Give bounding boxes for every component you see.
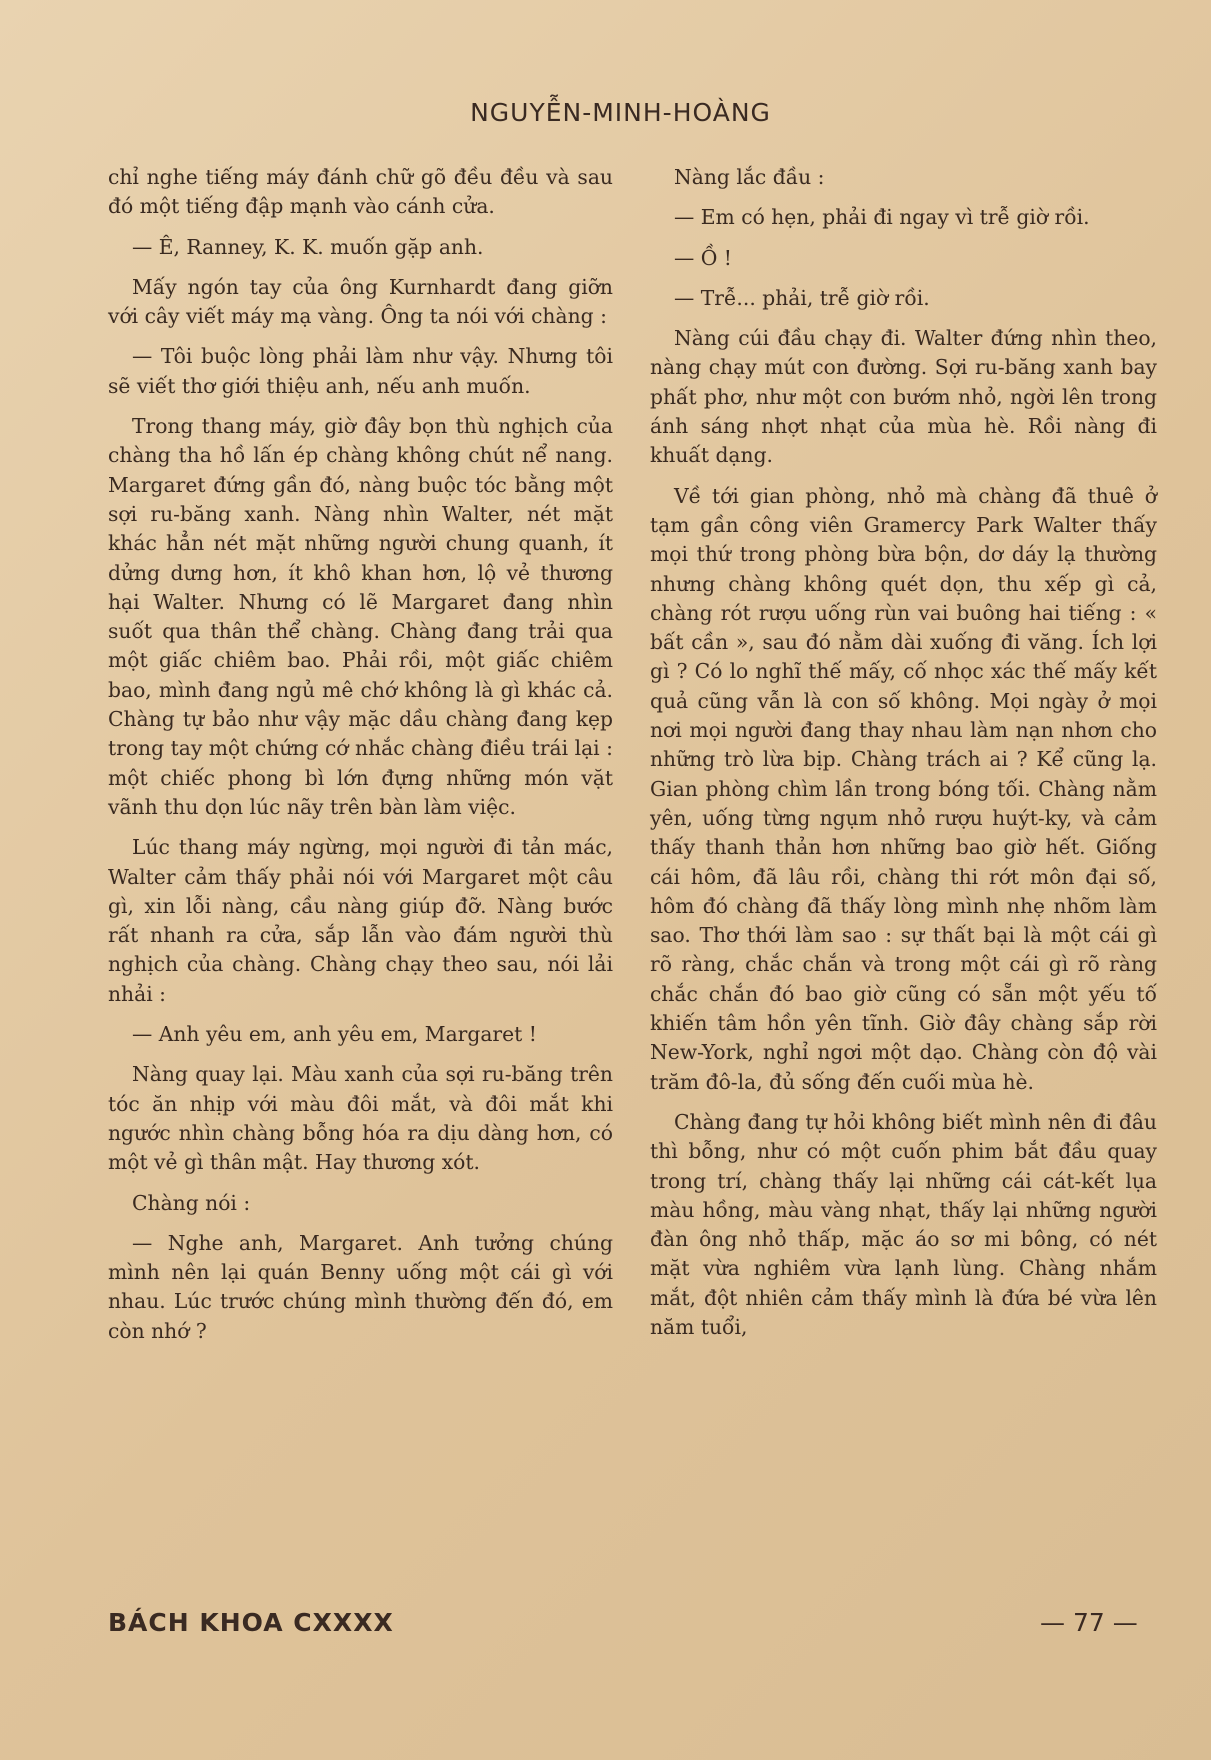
paragraph: Trong thang máy, giờ đây bọn thù nghịch của chàng tha hồ lấn ép chàng không chút nể nang. Margaret đứng gần đó, nàng buộc tóc bằng một sợi ru-băng xanh. Nàng nhìn Walter, nét mặt khác hẳn nét mặt những người chung quanh, ít dửng dưng hơn, ít khô khan hơn, lộ vẻ thương hại Walter. Nhưng có lẽ Margaret đang nhìn suốt qua thân thể chàng. Chàng đang trải qua một giấc chiêm bao. Phải rồi, một giấc chiêm bao, mình đang ngủ mê chớ không là gì khác cả. Chàng tự bảo như vậy mặc dầu chàng đang kẹp trong tay một chứng cớ nhắc chàng điều trái lại : một chiếc phong bì lớn đựng những món vặt vãnh thu dọn lúc nãy trên bàn làm việc. [108,414,613,819]
paragraph: Chàng đang tự hỏi không biết mình nên đi đâu thì bỗng, như có một cuốn phim bắt đầu quay trong trí, chàng thấy lại những cái cát-kết lụa màu hồng, màu vàng nhạt, thấy lại những người đàn ông nhỏ thấp, mặc áo sơ mi bông, có nét mặt vừa nghiêm vừa lạnh lùng. Chàng nhắm mắt, đột nhiên cảm thấy mình là đứa bé vừa lên năm tuổi, [650,1109,1157,1339]
paragraph: Lúc thang máy ngừng, mọi người đi tản mác, Walter cảm thấy phải nói với Margaret một câu gì, xin lỗi nàng, cầu nàng giúp đỡ. Nàng bước rất nhanh ra cửa, sắp lẫn vào đám người thù nghịch của chàng. Chàng chạy theo sau, nói lải nhải : [108,835,613,1006]
paragraph: — Tôi buộc lòng phải làm như vậy. Nhưng tôi sẽ viết thơ giới thiệu anh, nếu anh muốn. [108,344,613,398]
paragraph: Về tới gian phòng, nhỏ mà chàng đã thuê ở tạm gần công viên Gramercy Park Walter thấy mọi thứ trong phòng bừa bộn, dơ dáy lạ thường nhưng chàng không quét dọn, thu xếp gì cả, chàng rót rượu uống rùn vai buông hai tiếng : « bất cần », sau đó nằm dài xuống đi văng. Ích lợi gì ? Có lo nghĩ thế mấy, cố nhọc xác thế mấy kết quả cũng vẫn là con số không. Mọi ngày ở mọi nơi mọi người đang thay nhau làm nạn nhơn cho những trò lừa bịp. Chàng trách ai ? Kể cũng lạ. Gian phòng chìm lần trong bóng tối. Chàng nằm yên, uống từng ngụm nhỏ rượu huýt-ky, và cảm thấy thanh thản hơn những bao giờ hết. Giống cái hôm, đã lâu rồi, chàng thi rớt môn đại số, hôm đó chàng đã thấy lòng mình nhẹ nhõm làm sao. Thơ thới làm sao : sự thất bại là một cái gì rõ ràng, chắc chắn và trong một cái gì rõ ràng chắc chắn đó bao giờ cũng có sẵn một yếu tố khiến tâm hồn yên tĩnh. Giờ đây chàng sắp rời New-York, nghỉ ngơi một dạo. Chàng còn độ vài trăm đô-la, đủ sống đến cuối mùa hè. [650,483,1157,1094]
paragraph: — Trễ... phải, trễ giờ rồi. [674,285,930,310]
paragraph: — Em có hẹn, phải đi ngay vì trễ giờ rồi. [674,205,1090,230]
paragraph: — Ê, Ranney, K. K. muốn gặp anh. [132,234,484,259]
footer-magazine-title: BÁCH KHOA CXXXX [108,1608,394,1637]
paragraph: Nàng quay lại. Màu xanh của sợi ru-băng trên tóc ăn nhịp với màu đôi mắt, và đôi mắt khi ngước nhìn chàng bỗng hóa ra dịu dàng hơn, có một vẻ gì thân mật. Hay thương xót. [108,1062,613,1175]
paragraph: Nàng lắc đầu : [674,165,825,189]
right-column [650,163,1157,1353]
paragraph: — Anh yêu em, anh yêu em, Margaret ! [132,1022,537,1047]
footer-page-number: — 77 — [1040,1608,1138,1637]
paragraph: — Ồ ! [674,245,732,270]
paragraph: — Nghe anh, Margaret. Anh tưởng chúng mình nên lại quán Benny uống một cái gì với nhau. Lúc trước chúng mình thường đến đó, em còn nhớ ? [108,1230,613,1343]
left-column [108,163,613,1357]
paragraph: Chàng nói : [132,1190,251,1215]
running-head-author: NGUYỄN-MINH-HOÀNG [470,98,771,127]
paragraph: chỉ nghe tiếng máy đánh chữ gõ đều đều và sau đó một tiếng đập mạnh vào cánh cửa. [108,165,613,219]
paragraph: Nàng cúi đầu chạy đi. Walter đứng nhìn theo, nàng chạy mút con đường. Sợi ru-băng xanh bay phất phơ, như một con bướm nhỏ, ngời lên trong ánh sáng nhợt nhạt của mùa hè. Rồi nàng đi khuất dạng. [650,326,1157,468]
paragraph: Mấy ngón tay của ông Kurnhardt đang giỡn với cây viết máy mạ vàng. Ông ta nói với chàng : [108,274,613,329]
